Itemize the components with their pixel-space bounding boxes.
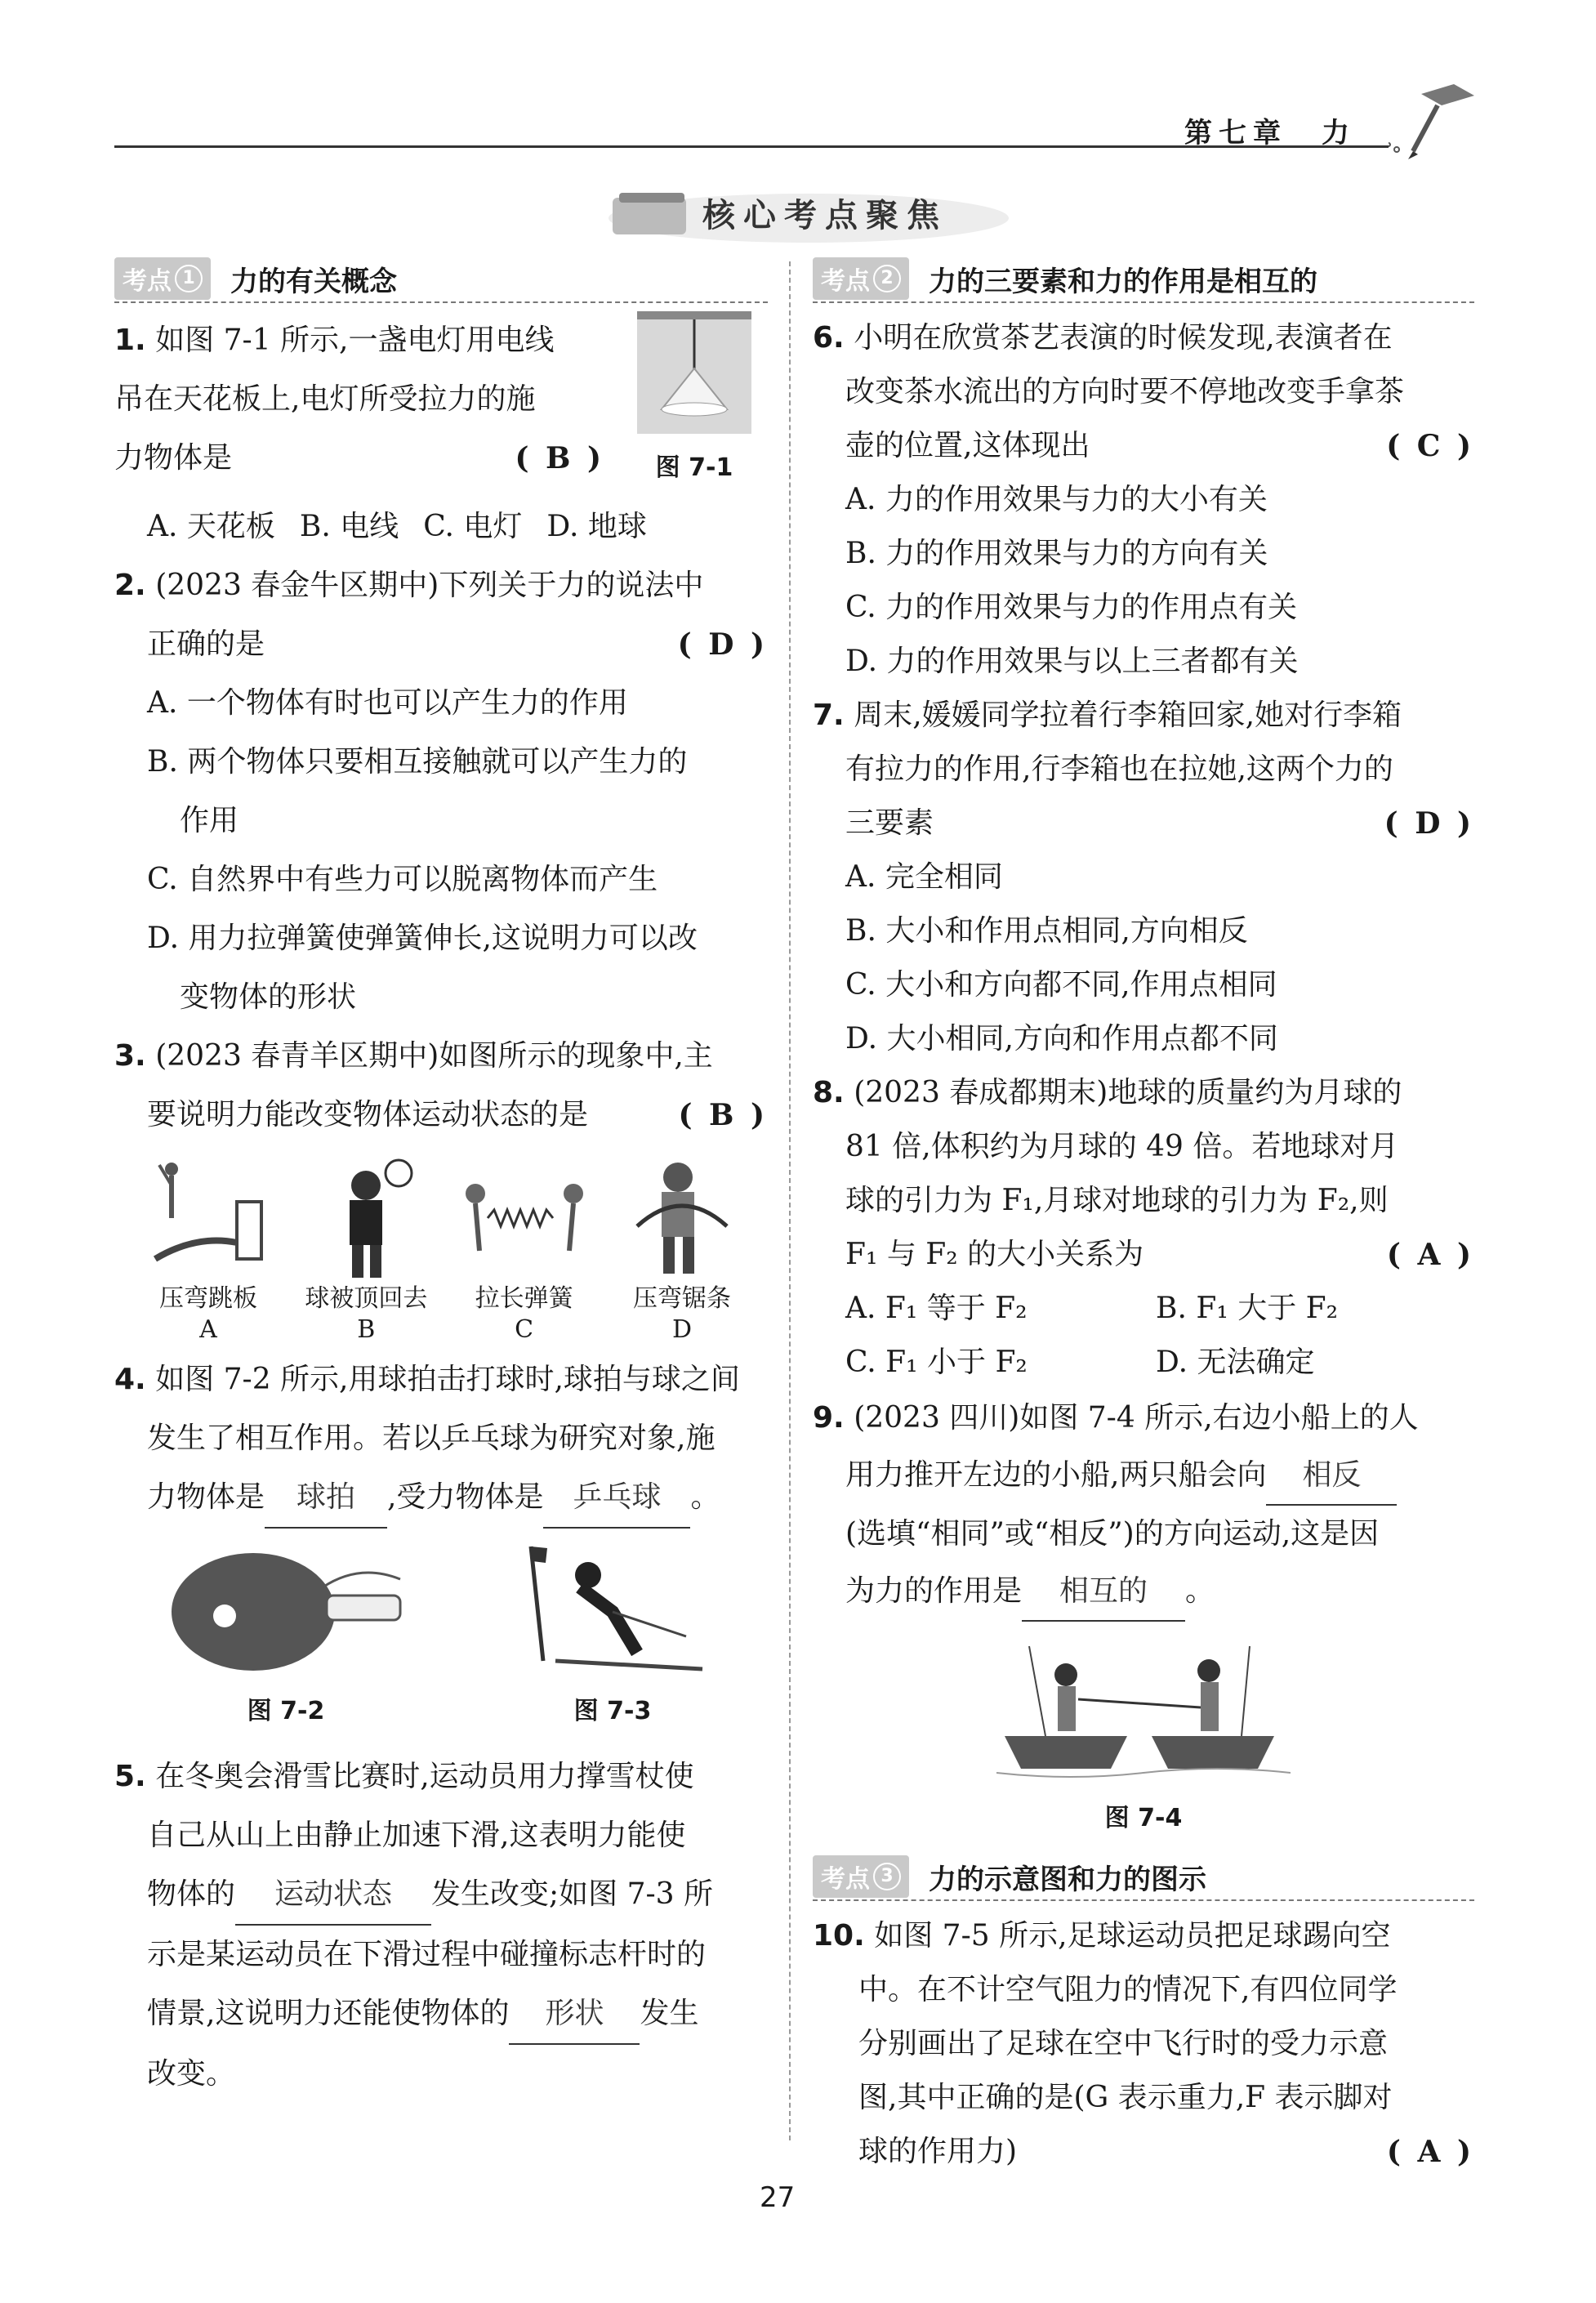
kp3-heading bbox=[813, 1854, 1474, 1901]
q9-line2a: 用力推开左边的小船,两只船会向 bbox=[845, 1458, 1267, 1492]
q6-option-b: B. 力的作用效果与力的方向有关 bbox=[845, 537, 1268, 570]
q3-image-d bbox=[604, 1153, 760, 1346]
q6-number: 6. bbox=[813, 321, 845, 355]
q3-letter-d: D bbox=[671, 1315, 693, 1344]
bend-saw-blade-icon bbox=[621, 1153, 743, 1283]
fig-7-4-caption: 图 7-4 bbox=[1104, 1804, 1183, 1832]
q1-option-a: A. 天花板 bbox=[147, 510, 275, 543]
q6-line1: 小明在欣赏茶艺表演的时候发现,表演者在 bbox=[854, 321, 1393, 355]
q9-fill-2: 相互的 bbox=[1022, 1563, 1185, 1622]
question-6 bbox=[813, 311, 1474, 689]
q10-line1: 如图 7-5 所示,足球运动员把足球踢向空 bbox=[874, 1919, 1391, 1953]
q6-line2: 改变茶水流出的方向时要不停地改变手拿茶 bbox=[845, 375, 1405, 408]
q3-number: 3. bbox=[114, 1039, 146, 1073]
q1-option-d: D. 地球 bbox=[546, 510, 647, 543]
q3-image-a bbox=[131, 1153, 286, 1346]
q8-option-c: C. F₁ 小于 F₂ bbox=[845, 1346, 1028, 1379]
kp2-number: 2 bbox=[873, 265, 901, 292]
q7-option-d: D. 大小相同,方向和作用点都不同 bbox=[845, 1022, 1278, 1056]
q5-line6: 改变。 bbox=[147, 2057, 236, 2091]
q9-line4b: 。 bbox=[1185, 1574, 1215, 1608]
q3-answer: ( B ) bbox=[678, 1098, 768, 1132]
q2-option-a: A. 一个物体有时也可以产生力的作用 bbox=[147, 686, 628, 720]
q9-line4a: 为力的作用是 bbox=[845, 1574, 1023, 1608]
q8-line1: (2023 春成都期末)地球的质量约为月球的 bbox=[854, 1076, 1402, 1109]
q9-line1: (2023 四川)如图 7-4 所示,右边小船上的人 bbox=[854, 1401, 1419, 1435]
q3-letter-a: A bbox=[199, 1315, 217, 1344]
question-1 bbox=[114, 311, 768, 556]
q3-image-b bbox=[288, 1153, 444, 1346]
q2-option-b-cont: 作用 bbox=[180, 804, 239, 837]
q2-line2: 正确的是 bbox=[147, 627, 265, 661]
q8-line3: 球的引力为 F₁,月球对地球的引力为 F₂,则 bbox=[845, 1184, 1389, 1217]
kp3-title: 力的示意图和力的图示 bbox=[929, 1863, 1206, 1896]
kp3-number: 3 bbox=[873, 1863, 901, 1890]
question-8 bbox=[813, 1066, 1474, 1390]
q6-option-c: C. 力的作用效果与力的作用点有关 bbox=[845, 591, 1298, 624]
q1-option-c: C. 电灯 bbox=[423, 510, 523, 543]
q8-option-a: A. F₁ 等于 F₂ bbox=[845, 1292, 1028, 1325]
q3-letter-c: C bbox=[515, 1315, 534, 1344]
question-10 bbox=[813, 1909, 1474, 2179]
q4-line3a: 力物体是 bbox=[147, 1480, 265, 1514]
figure-7-3 bbox=[506, 1538, 719, 1741]
q5-line2: 自己从山上由静止加速下滑,这表明力能使 bbox=[147, 1819, 686, 1852]
q9-number: 9. bbox=[813, 1401, 845, 1435]
q5-line3b: 发生改变;如图 7-3 所 bbox=[431, 1877, 714, 1911]
fig-7-1-caption: 图 7-1 bbox=[655, 453, 733, 482]
q2-option-b: B. 两个物体只要相互接触就可以产生力的 bbox=[147, 745, 688, 779]
q1-number: 1. bbox=[114, 324, 146, 357]
heading-ball-icon bbox=[305, 1153, 427, 1283]
q7-number: 7. bbox=[813, 698, 845, 732]
kp2-heading bbox=[813, 256, 1474, 303]
q5-line1: 在冬奥会滑雪比赛时,运动员用力撑雪杖使 bbox=[155, 1760, 694, 1793]
q10-line3: 分别画出了足球在空中飞行时的受力示意 bbox=[858, 2027, 1389, 2060]
q2-option-d: D. 用力拉弹簧使弹簧伸长,这说明力可以改 bbox=[147, 922, 698, 955]
figure-7-2 bbox=[163, 1538, 408, 1741]
figure-7-4 bbox=[813, 1630, 1474, 1847]
q2-option-c: C. 自然界中有些力可以脱离物体而产生 bbox=[147, 863, 658, 896]
q1-line1: 如图 7-1 所示,一盏电灯用电线 bbox=[155, 324, 555, 357]
figure-7-1 bbox=[637, 311, 751, 498]
q10-answer: ( A ) bbox=[1386, 2135, 1474, 2169]
hanging-lamp-icon bbox=[637, 311, 751, 434]
q3-line1: (2023 春青羊区期中)如图所示的现象中,主 bbox=[155, 1039, 713, 1073]
q2-option-d-cont: 变物体的形状 bbox=[180, 980, 357, 1014]
q1-options bbox=[114, 498, 768, 556]
diving-board-icon bbox=[147, 1153, 270, 1283]
stretch-spring-icon bbox=[455, 1153, 594, 1283]
q6-answer: ( C ) bbox=[1386, 429, 1474, 463]
q8-answer: ( A ) bbox=[1386, 1238, 1474, 1272]
q5-line5a: 情景,这说明力还能使物体的 bbox=[147, 1997, 510, 2030]
q3-caption-a: 压弯跳板 bbox=[159, 1284, 257, 1313]
question-2 bbox=[114, 556, 768, 1027]
question-5 bbox=[114, 1747, 768, 2104]
q2-answer: ( D ) bbox=[677, 627, 768, 662]
q1-line3: 力物体是 bbox=[114, 441, 233, 475]
q4-line1: 如图 7-2 所示,用球拍击打球时,球拍与球之间 bbox=[155, 1363, 740, 1396]
q7-line2: 有拉力的作用,行李箱也在拉她,这两个力的 bbox=[845, 752, 1393, 786]
q5-line4: 示是某运动员在下滑过程中碰撞标志杆时的 bbox=[147, 1938, 707, 1971]
kp2-tag bbox=[813, 257, 909, 300]
q8-line2: 81 倍,体积约为月球的 49 倍。若地球对月 bbox=[845, 1130, 1399, 1163]
header-rule bbox=[114, 145, 1389, 148]
q10-line5: 球的作用力) bbox=[858, 2135, 1018, 2168]
q8-options-row2 bbox=[813, 1336, 1474, 1390]
right-column bbox=[813, 249, 1474, 2179]
q5-fill-2: 形状 bbox=[509, 1984, 640, 2045]
q7-option-c: C. 大小和方向都不同,作用点相同 bbox=[845, 968, 1277, 1002]
q7-option-a: A. 完全相同 bbox=[845, 860, 1003, 894]
q9-line3: (选填“相同”或“相反”)的方向运动,这是因 bbox=[845, 1517, 1380, 1551]
q3-caption-b: 球被顶回去 bbox=[305, 1284, 428, 1313]
q6-line3: 壶的位置,这体现出 bbox=[845, 429, 1090, 462]
q9-fill-1: 相反 bbox=[1266, 1447, 1397, 1506]
page-number: 27 bbox=[760, 2181, 796, 2214]
q1-line2: 吊在天花板上,电灯所受拉力的施 bbox=[114, 382, 536, 416]
q4-line3c: 。 bbox=[690, 1480, 720, 1514]
question-9 bbox=[813, 1390, 1474, 1847]
q3-image-c bbox=[447, 1153, 602, 1346]
q7-line1: 周末,媛媛同学拉着行李箱回家,她对行李箱 bbox=[854, 698, 1402, 732]
q3-caption-c: 拉长弹簧 bbox=[475, 1284, 573, 1313]
q10-line4: 图,其中正确的是(G 表示重力,F 表示脚对 bbox=[858, 2081, 1393, 2114]
kp2-tag-label: 考点 bbox=[821, 267, 870, 296]
q3-image-row bbox=[114, 1145, 768, 1346]
q8-option-d: D. 无法确定 bbox=[1156, 1346, 1315, 1379]
q8-option-b: B. F₁ 大于 F₂ bbox=[1156, 1292, 1339, 1325]
two-boats-icon bbox=[996, 1630, 1291, 1785]
q2-line1: (2023 春金牛区期中)下列关于力的说法中 bbox=[155, 569, 704, 602]
q1-option-b: B. 电线 bbox=[299, 510, 399, 543]
kp1-title: 力的有关概念 bbox=[230, 265, 397, 298]
q8-line4: F₁ 与 F₂ 的大小关系为 bbox=[845, 1238, 1144, 1271]
kp2-title: 力的三要素和力的作用是相互的 bbox=[929, 265, 1317, 298]
q4-line3b: ,受力物体是 bbox=[387, 1480, 544, 1514]
q4-figures bbox=[114, 1538, 768, 1741]
question-7 bbox=[813, 689, 1474, 1066]
q7-line3: 三要素 bbox=[845, 806, 934, 840]
q8-number: 8. bbox=[813, 1076, 845, 1109]
q6-option-a: A. 力的作用效果与力的大小有关 bbox=[845, 483, 1268, 516]
fig-7-2-caption: 图 7-2 bbox=[247, 1697, 325, 1725]
kp1-heading bbox=[114, 256, 768, 303]
q4-number: 4. bbox=[114, 1363, 146, 1396]
q3-letter-b: B bbox=[357, 1315, 376, 1344]
kp1-number: 1 bbox=[175, 265, 203, 292]
q4-fill-1: 球拍 bbox=[265, 1468, 387, 1529]
q5-fill-1: 运动状态 bbox=[235, 1865, 431, 1926]
section-banner-title: 核心考点聚焦 bbox=[702, 196, 947, 234]
q5-line3a: 物体的 bbox=[147, 1877, 236, 1911]
q2-number: 2. bbox=[114, 569, 146, 602]
kp1-tag-label: 考点 bbox=[123, 267, 172, 296]
q3-caption-d: 压弯锯条 bbox=[632, 1284, 731, 1313]
q5-line5b: 发生 bbox=[640, 1997, 699, 2030]
q3-line2: 要说明力能改变物体运动状态的是 bbox=[147, 1098, 589, 1131]
skier-pole-icon bbox=[506, 1538, 719, 1677]
kp3-tag-label: 考点 bbox=[821, 1865, 870, 1894]
q5-number: 5. bbox=[114, 1760, 146, 1793]
chapter-header: 第七章 力 bbox=[1184, 117, 1356, 150]
q1-answer: ( B ) bbox=[515, 441, 604, 475]
kp3-tag bbox=[813, 1855, 909, 1898]
fig-7-3-caption: 图 7-3 bbox=[573, 1697, 652, 1725]
q10-line2: 中。在不计空气阻力的情况下,有四位同学 bbox=[858, 1973, 1398, 2006]
q7-answer: ( D ) bbox=[1384, 806, 1474, 841]
q7-option-b: B. 大小和作用点相同,方向相反 bbox=[845, 914, 1248, 948]
kp1-tag bbox=[114, 257, 211, 300]
q8-options-row1 bbox=[813, 1282, 1474, 1336]
q4-line2: 发生了相互作用。若以乒乓球为研究对象,施 bbox=[147, 1422, 716, 1455]
q6-option-d: D. 力的作用效果与以上三者都有关 bbox=[845, 645, 1299, 678]
question-4 bbox=[114, 1350, 768, 1741]
q10-number: 10. bbox=[813, 1919, 865, 1953]
column-divider bbox=[789, 261, 791, 2140]
ping-pong-paddle-icon bbox=[163, 1538, 408, 1677]
question-3 bbox=[114, 1027, 768, 1346]
graduation-pencil-icon bbox=[1389, 78, 1478, 159]
q4-fill-2: 乒乓球 bbox=[543, 1468, 690, 1529]
left-column bbox=[114, 249, 768, 2104]
